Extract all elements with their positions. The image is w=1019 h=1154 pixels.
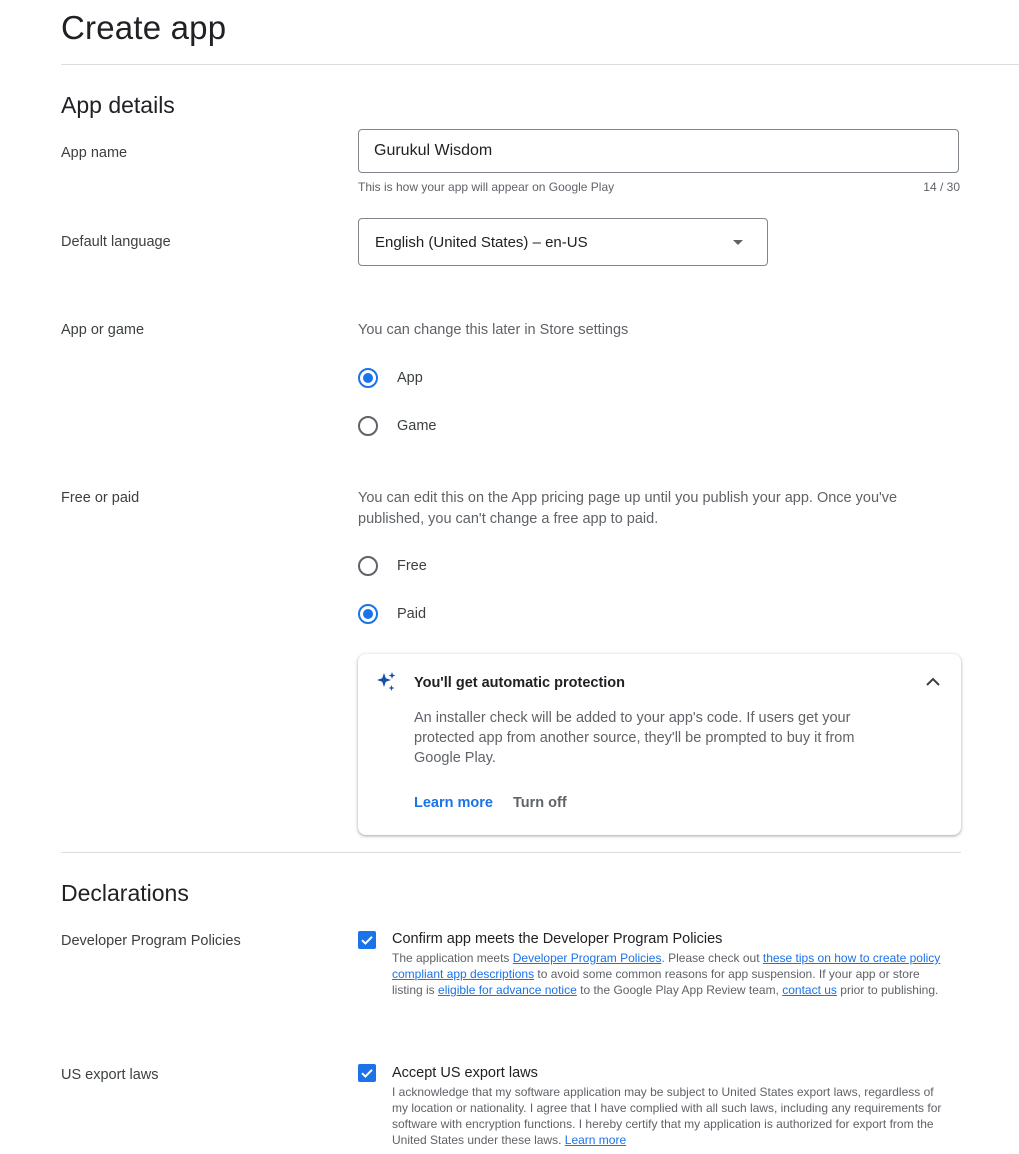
page-title: Create app	[61, 9, 227, 46]
desc-text: I acknowledge that my software application may be subject to United States export laws, regardless of my location or nationality. I agree that I have complied with all such laws, including any requirements for software with encryption functions. I hereby certify that my application is authorized for export from the United States under these laws.	[392, 1085, 942, 1147]
free-or-paid-label: Free or paid	[61, 490, 140, 506]
radio-button-checked[interactable]	[358, 604, 378, 624]
export-laws-checkbox[interactable]	[358, 1064, 376, 1082]
sparkle-icon	[374, 670, 398, 694]
developer-program-policies-link[interactable]: Developer Program Policies	[512, 951, 662, 965]
default-language-select[interactable]	[358, 218, 768, 266]
app-name-char-counter: 14 / 30	[923, 180, 960, 194]
section-divider	[61, 852, 961, 853]
desc-text: prior to publishing.	[836, 983, 939, 997]
desc-text: to the Google Play App Review team,	[576, 983, 783, 997]
protection-card-body: An installer check will be added to your app's code. If users get your protected app from another source, they'll be prompted to buy it from Google Play.	[414, 710, 855, 766]
app-name-label: App name	[61, 145, 128, 161]
chevron-up-icon[interactable]	[921, 670, 945, 694]
automatic-protection-card	[358, 654, 961, 835]
radio-label-free: Free	[397, 558, 427, 574]
app-name-input[interactable]	[358, 129, 959, 173]
export-laws-learn-more-link[interactable]: Learn more	[564, 1133, 627, 1147]
developer-policies-description	[392, 950, 952, 998]
developer-policies-label: Developer Program Policies	[61, 933, 241, 949]
section-title-app-details: App details	[61, 92, 175, 118]
radio-label-app: App	[397, 370, 423, 386]
radio-label-paid: Paid	[397, 606, 427, 622]
radio-label-game: Game	[397, 418, 437, 434]
radio-button-unchecked[interactable]	[358, 416, 378, 436]
desc-text: The application meets	[392, 951, 513, 965]
desc-text: . Please check out	[661, 951, 763, 965]
protection-card-title: You'll get automatic protection	[414, 675, 626, 691]
app-or-game-label: App or game	[61, 322, 145, 338]
learn-more-link[interactable]: Learn more	[414, 795, 493, 811]
check-icon	[358, 1064, 376, 1082]
free-or-paid-hint: You can edit this on the App pricing page up until you publish your app. Once you've published, you can't change a free app to paid.	[358, 490, 898, 527]
developer-policies-checkbox[interactable]	[358, 931, 376, 949]
turn-off-button[interactable]: Turn off	[513, 795, 567, 811]
export-laws-description	[392, 1084, 952, 1148]
app-name-helper: This is how your app will appear on Google Play	[358, 180, 615, 194]
radio-button-checked[interactable]	[358, 368, 378, 388]
radio-button-unchecked[interactable]	[358, 556, 378, 576]
contact-us-link[interactable]: contact us	[782, 983, 837, 997]
default-language-value: English (United States) – en-US	[375, 234, 588, 251]
desc-text: to avoid some common reasons for app suspension. If your app or store listing is	[392, 967, 920, 997]
check-icon	[358, 931, 376, 949]
section-title-declarations: Declarations	[61, 880, 189, 906]
default-language-label: Default language	[61, 234, 171, 250]
header-divider	[61, 64, 1019, 65]
export-laws-title: Accept US export laws	[392, 1065, 538, 1081]
export-laws-label: US export laws	[61, 1067, 159, 1083]
advance-notice-link[interactable]: eligible for advance notice	[438, 983, 577, 997]
dropdown-arrow-icon	[733, 240, 743, 245]
app-or-game-hint: You can change this later in Store settings	[358, 322, 629, 338]
developer-policies-title: Confirm app meets the Developer Program Policies	[392, 931, 723, 947]
policy-tips-link[interactable]: these tips on how to create policy compliant app descriptions	[392, 951, 941, 981]
